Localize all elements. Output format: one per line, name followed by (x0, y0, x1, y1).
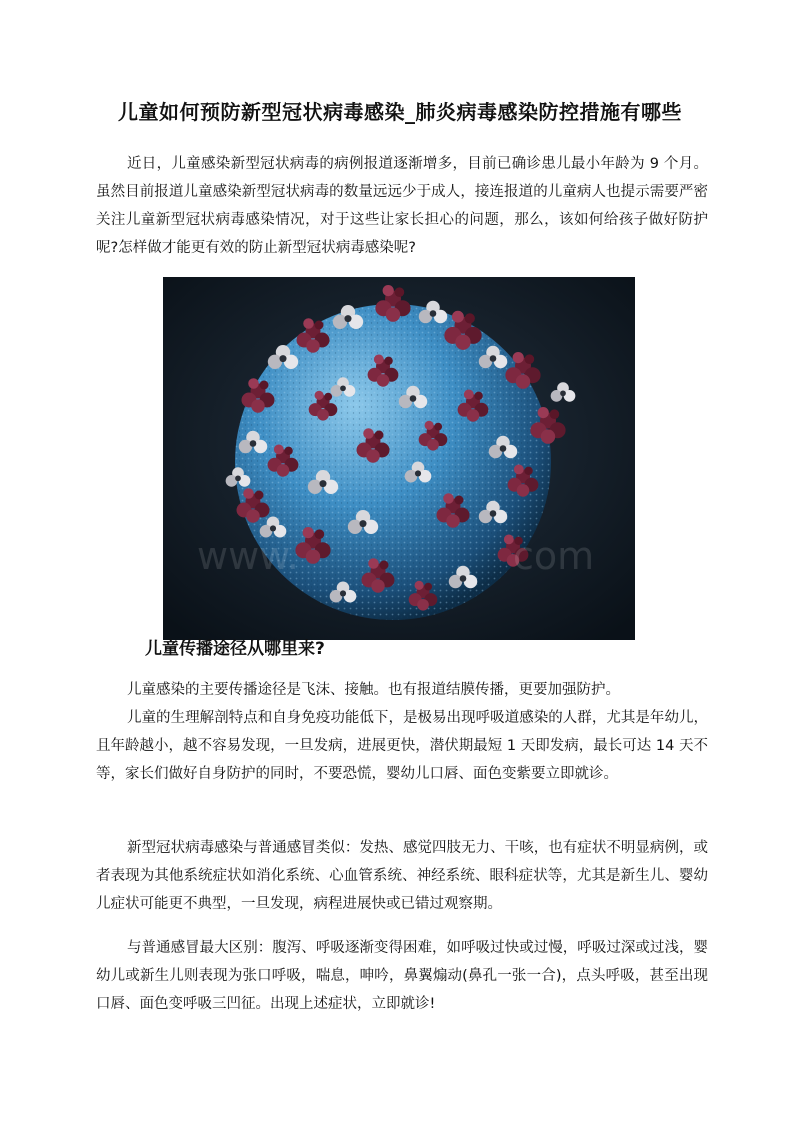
symptoms-paragraph: 新型冠状病毒感染与普通感冒类似：发热、感觉四肢无力、干咳，也有症状不明显病例，或者表现为其他系统症状如消化系统、心血管系统、神经系统、眼科症状等，尤其是新生儿、婴幼儿症状可能更不典型，一旦发现，病程进展快或已错过观察期。 (96, 840, 708, 912)
physiology-paragraph: 儿童的生理解剖特点和自身免疫功能低下，是极易出现呼吸道感染的人群，尤其是年幼儿，且年龄越小，越不容易发现，一旦发病，进展更快，潜伏期最短 1 天即发病，最长可达 14 天不等，家长们做好自身防护的同时，不要恐慌，婴幼儿口唇、面色变紫要立即就诊。 (96, 710, 708, 782)
difference-paragraph: 与普通感冒最大区别：腹泻、呼吸逐渐变得困难，如呼吸过快或过慢，呼吸过深或过浅，婴幼儿或新生儿则表现为张口呼吸，喘息，呻吟，鼻翼煽动(鼻孔一张一合)，点头呼吸，甚至出现口唇、面色变呼吸三凹征。出现上述症状，立即就诊! (96, 940, 708, 1012)
intro-paragraph: 近日，儿童感染新型冠状病毒的病例报道逐渐增多，目前已确诊患儿最小年龄为 9 个月。虽然目前报道儿童感染新型冠状病毒的数量远远少于成人，接连报道的儿童病人也提示需要严密关注儿童新型冠状病毒感染情况，对于这些让家长担心的问题，那么，该如何给孩子做好防护呢?怎样做才能更有效的防止新型冠状病毒感染呢? (96, 156, 708, 256)
section-heading: 儿童传播途径从哪里来? (145, 639, 325, 659)
virus-illustration (163, 277, 635, 640)
watermark-left: www. (197, 534, 299, 578)
page-title: 儿童如何预防新型冠状病毒感染_肺炎病毒感染防控措施有哪些 (118, 100, 682, 124)
transmission-paragraph: 儿童感染的主要传播途径是飞沫、接触。也有报道结膜传播，更要加强防护。 (127, 682, 620, 698)
virus-image (163, 277, 635, 640)
watermark-right: com (513, 534, 595, 578)
